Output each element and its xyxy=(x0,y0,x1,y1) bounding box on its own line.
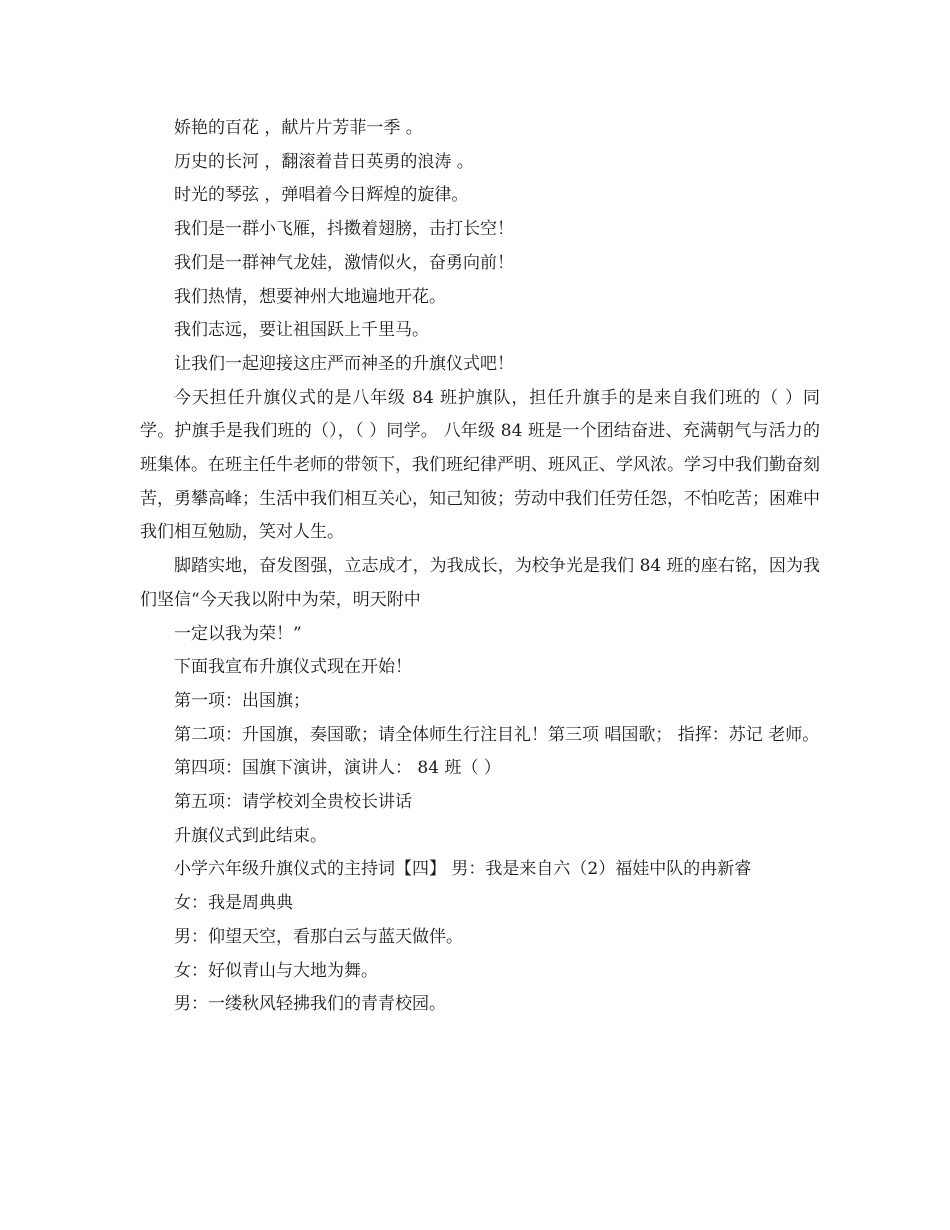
paragraph: 我们志远，要让祖国跃上千里马。 xyxy=(174,320,429,341)
paragraph: 脚踏实地，奋发图强，立志成才，为我成长，为校争光是我们 84 班的座右铭，因为我们坚信“今天我以附中为荣，明天附中 xyxy=(140,556,820,610)
paragraph: 娇艳的百花 ，献片片芳菲一季 。 xyxy=(174,118,423,138)
paragraph: 今天担任升旗仪式的是八年级 84 班护旗队，担任升旗手的是来自我们班的（ ）同学。护旗手是我们班的（），（ ）同学。 八年级 84 班是一个团结奋进、充满朝气与活力的班集体。在班主任牛老师的带领下，我们班纪律严明、班风正、学风浓。学习中我们勤奋刻苦，勇攀高峰；生活中我们相互关心，知己知彼；劳动中我们任劳任怨，不怕吃苦；困难中我们相互勉励，笑对人生。 xyxy=(140,387,820,543)
paragraph: 小学六年级升旗仪式的主持词【四】 男：我是来自六（2）福娃中队的冉新睿 xyxy=(174,859,752,880)
paragraph: 让我们一起迎接这庄严而神圣的升旗仪式吧！ xyxy=(174,353,514,374)
paragraph: 第二项：升国旗，奏国歌；请全体师生行注目礼！第三项 唱国歌； 指挥：苏记 老师。 xyxy=(174,724,820,745)
paragraph: 女：好似青山与大地为舞。 xyxy=(174,960,378,981)
paragraph: 男：仰望天空，看那白云与蓝天做伴。 xyxy=(174,926,463,947)
paragraph: 升旗仪式到此结束。 xyxy=(174,825,327,846)
paragraph: 第四项：国旗下演讲，演讲人： 84 班（ ） xyxy=(174,758,501,779)
paragraph: 时光的琴弦 ，弹唱着今日辉煌的旋律。 xyxy=(174,185,469,206)
paragraph: 一定以我为荣！” xyxy=(174,623,302,644)
paragraph: 历史的长河 ，翻滚着昔日英勇的浪涛 。 xyxy=(174,151,474,172)
paragraph: 我们是一群小飞雁，抖擞着翅膀，击打长空！ xyxy=(174,219,514,240)
paragraph: 我们热情，想要神州大地遍地开花。 xyxy=(174,286,446,307)
paragraph: 第一项：出国旗； xyxy=(174,690,310,711)
paragraph: 我们是一群神气龙娃，激情似火，奋勇向前！ xyxy=(174,252,514,273)
paragraph: 女：我是周典典 xyxy=(174,893,293,914)
document-body xyxy=(140,112,820,1022)
paragraph: 第五项：请学校刘全贵校长讲话 xyxy=(174,792,412,813)
paragraph: 男：一缕秋风轻拂我们的青青校园。 xyxy=(174,994,446,1015)
paragraph: 下面我宣布升旗仪式现在开始！ xyxy=(174,657,412,678)
